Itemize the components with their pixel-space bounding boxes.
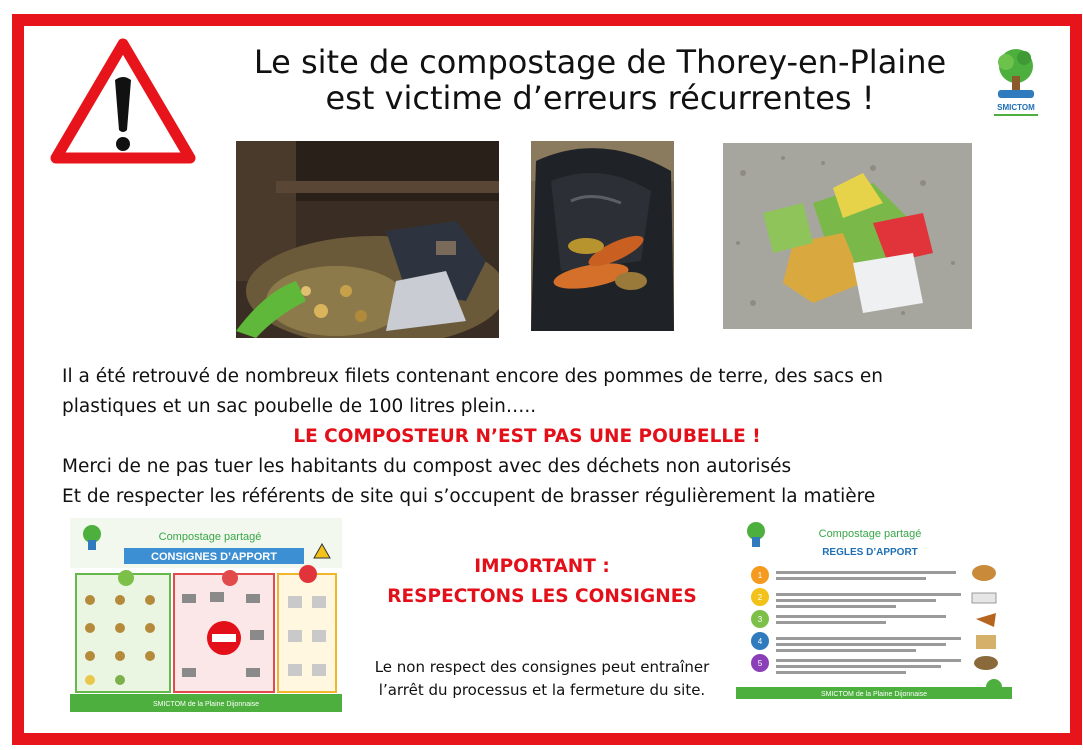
important-line-2: RESPECTONS LES CONSIGNES: [387, 586, 697, 607]
note-line-1: Le non respect des consignes peut entraîner: [374, 658, 710, 676]
svg-text:1: 1: [757, 571, 763, 580]
important-line-1: IMPORTANT :: [474, 556, 610, 577]
photo-bag-with-carrots: [531, 141, 674, 331]
smictom-logo: [988, 46, 1044, 120]
title-line-2: est victime d’erreurs récurrentes !: [325, 79, 875, 117]
svg-text:3: 3: [757, 615, 763, 624]
note-line-2: l’arrêt du processus et la fermeture du site.: [378, 681, 706, 699]
left-poster-footer: SMICTOM de la Plaine Dijonnaise: [152, 701, 260, 708]
photo-plastic-waste-ground: [723, 143, 972, 329]
warning-note: [340, 656, 744, 702]
warning-icon: [50, 38, 196, 164]
photo-compost-bin-waste: [236, 141, 499, 338]
body-line-4: Et de respecter les référents de site qui s’occupent de brasser régulièrement la matière: [62, 486, 876, 507]
right-poster-heading: Compostage partagé: [818, 528, 922, 540]
body-line-3: Merci de ne pas tuer les habitants du compost avec des déchets non autorisés: [62, 456, 792, 477]
body-line-2: plastiques et un sac poubelle de 100 litres plein…..: [62, 396, 537, 417]
left-poster-heading: Compostage partagé: [158, 531, 262, 543]
poster-consignes-apport: [70, 518, 342, 712]
page-title: [220, 44, 980, 116]
important-notice: [372, 552, 712, 612]
svg-text:5: 5: [757, 659, 763, 668]
right-poster-footer: SMICTOM de la Plaine Dijonnaise: [820, 691, 928, 698]
alert-message: LE COMPOSTEUR N’EST PAS UNE POUBELLE !: [293, 426, 761, 447]
svg-text:4: 4: [757, 637, 763, 646]
title-line-1: Le site de compostage de Thorey-en-Plaine: [253, 43, 947, 81]
body-text: [62, 362, 992, 512]
svg-text:2: 2: [757, 593, 763, 602]
right-poster-subheading: REGLES D’APPORT: [822, 547, 918, 558]
logo-text: SMICTOM: [997, 103, 1035, 112]
body-line-1: Il a été retrouvé de nombreux filets contenant encore des pommes de terre, des sacs en: [62, 366, 883, 387]
poster-regles-apport: [736, 517, 1012, 711]
left-poster-subheading: CONSIGNES D’APPORT: [151, 551, 277, 563]
